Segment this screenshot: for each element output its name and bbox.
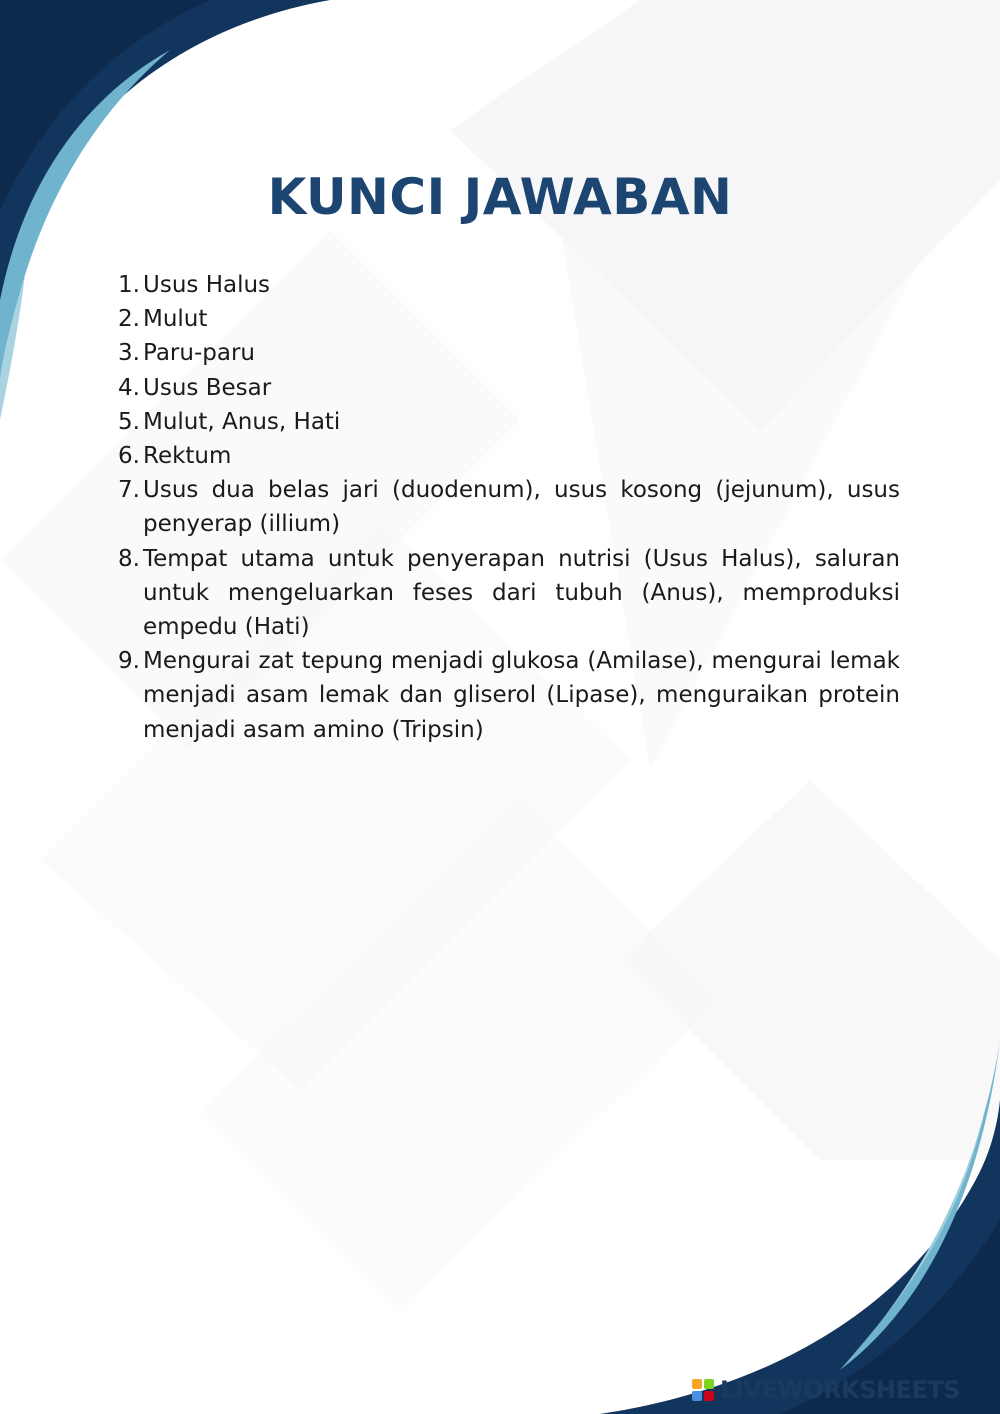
item-text: Tempat utama untuk penyerapan nutrisi (Usus Halus), saluran untuk mengeluarkan feses dari tubuh (Anus), memproduksi empedu (Hati) xyxy=(143,545,900,641)
item-number: 4. xyxy=(118,374,140,401)
item-number: 9. xyxy=(118,648,140,675)
list-item xyxy=(118,336,900,370)
item-number: 3. xyxy=(118,340,140,367)
liveworksheets-logo[interactable] xyxy=(692,1374,960,1406)
logo-square xyxy=(692,1391,702,1401)
logo-square xyxy=(704,1379,714,1389)
item-number: 8. xyxy=(118,545,140,572)
list-item xyxy=(118,644,900,747)
logo-mark-icon xyxy=(692,1379,714,1401)
item-text: Mengurai zat tepung menjadi glukosa (Amilase), mengurai lemak menjadi asam lemak dan gliserol (Lipase), menguraikan protein menjadi asam amino (Tripsin) xyxy=(143,648,900,743)
item-text: Paru-paru xyxy=(143,340,255,367)
list-item xyxy=(118,439,900,473)
item-number: 7. xyxy=(118,477,140,504)
item-text: Rektum xyxy=(143,443,232,470)
logo-square xyxy=(704,1391,714,1401)
page-title: KUNCI JAWABAN xyxy=(267,168,733,226)
list-item xyxy=(118,542,900,645)
item-number: 1. xyxy=(118,272,140,298)
item-text: Usus dua belas jari (duodenum), usus kosong (jejunum), usus penyerap (illium) xyxy=(143,477,900,538)
item-text: Mulut, Anus, Hati xyxy=(143,408,341,435)
list-item xyxy=(118,473,900,541)
list-item xyxy=(118,268,900,302)
logo-square xyxy=(692,1379,702,1389)
list-item xyxy=(118,302,900,336)
list-item xyxy=(118,371,900,405)
answer-list xyxy=(118,268,900,747)
logo-text: LIVEWORKSHEETS xyxy=(720,1376,960,1404)
item-number: 2. xyxy=(118,306,140,333)
item-text: Usus Halus xyxy=(143,272,271,298)
list-item xyxy=(118,405,900,439)
item-text: Usus Besar xyxy=(143,374,272,401)
item-number: 5. xyxy=(118,408,140,435)
item-text: Mulut xyxy=(143,306,208,333)
item-number: 6. xyxy=(118,443,140,470)
